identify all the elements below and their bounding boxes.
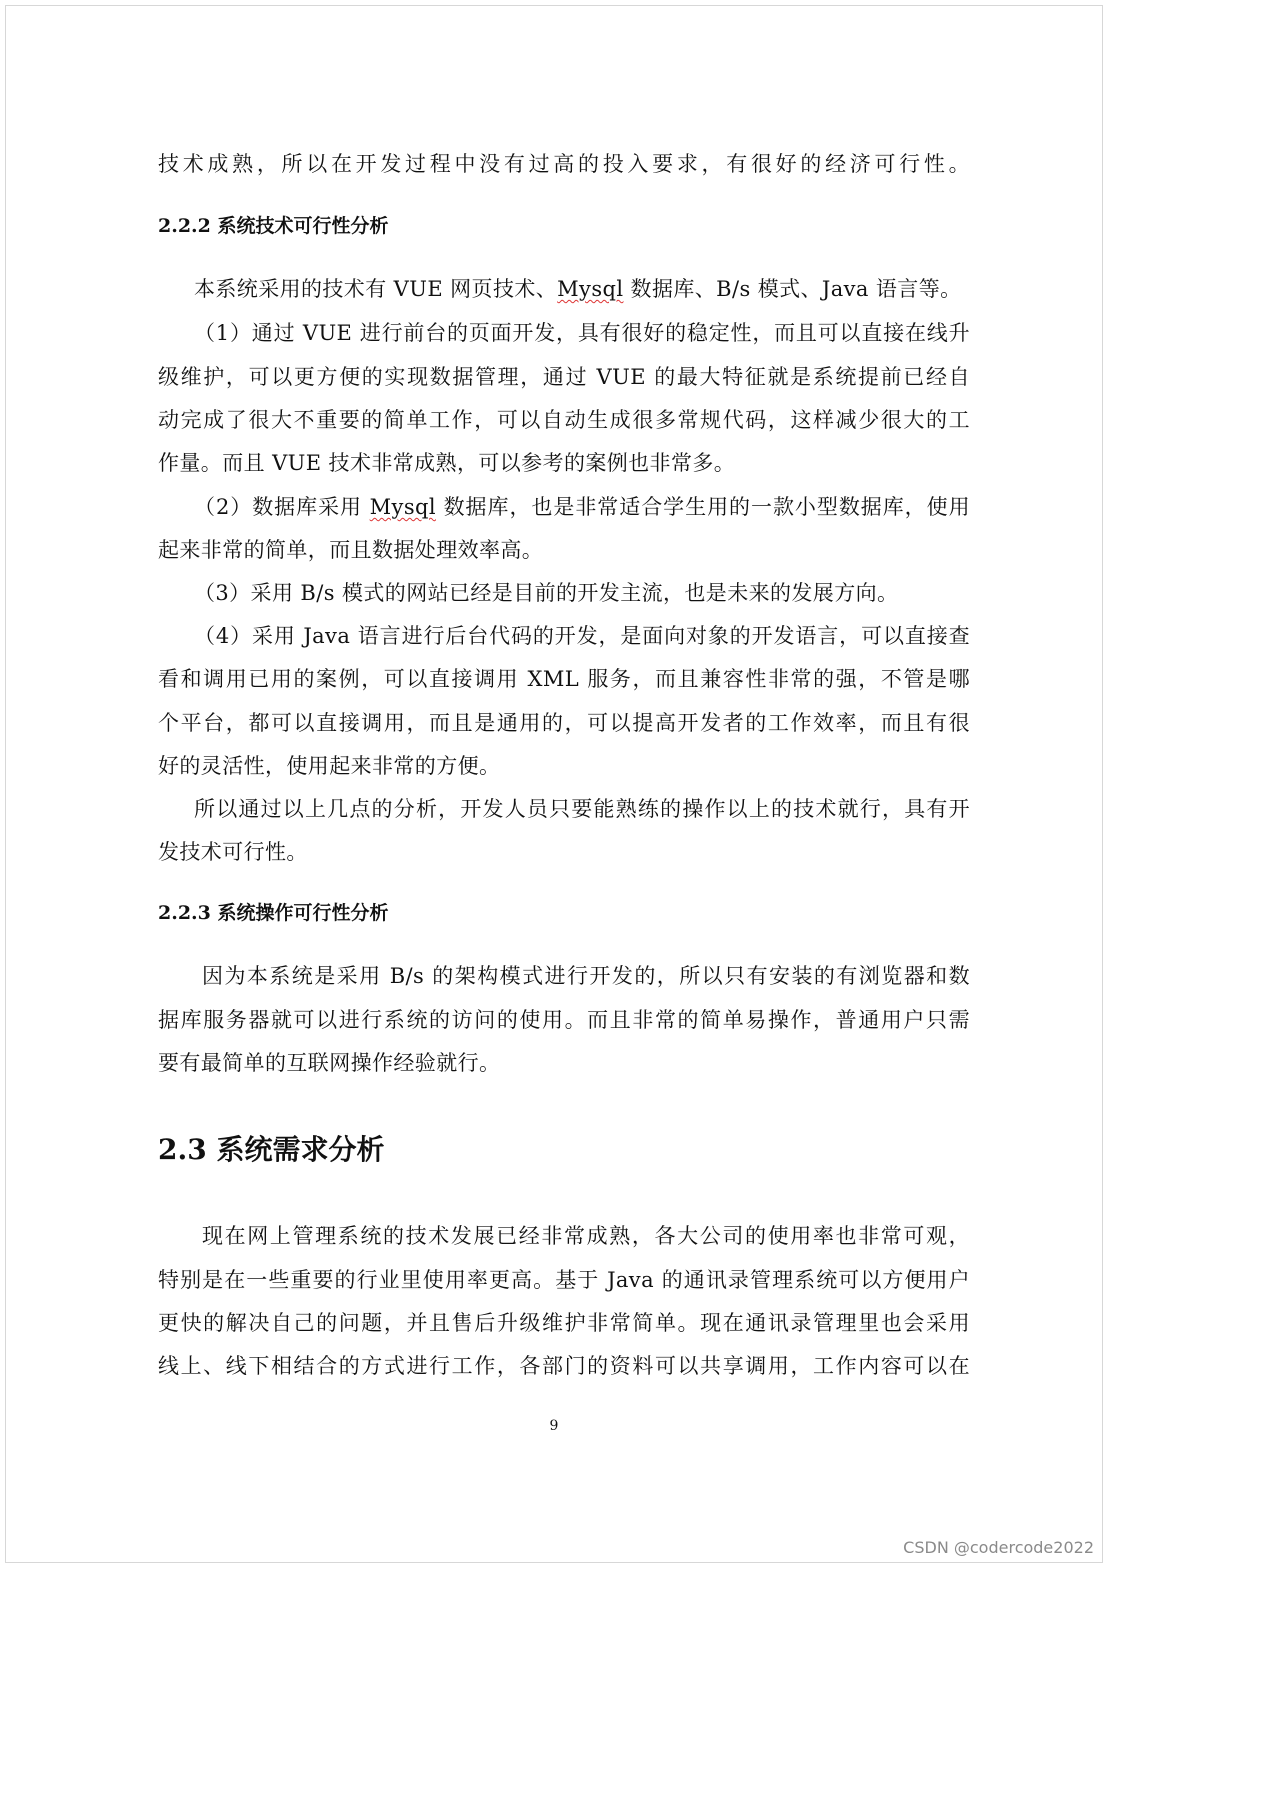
point-2-prefix: （2）数据库采用 <box>194 495 370 519</box>
point-1-line-4: 作量。而且 VUE 技术非常成熟，可以参考的案例也非常多。 <box>158 451 736 475</box>
operation-line-1: 因为本系统是采用 B/s 的架构模式进行开发的，所以只有安装的有浏览器和数 <box>202 964 970 988</box>
section-heading-2-2-3: 2.2.3 系统操作可行性分析 <box>158 902 389 924</box>
point-2-suffix: 数据库，也是非常适合学生用的一款小型数据库，使用 <box>435 495 970 519</box>
point-2-line-1 <box>158 493 970 521</box>
point-1-line-2: 级维护，可以更方便的实现数据管理，通过 VUE 的最大特征就是系统提前已经自 <box>158 365 970 389</box>
requirements-line-4: 线上、线下相结合的方式进行工作，各部门的资料可以共享调用，工作内容可以在 <box>158 1354 970 1378</box>
point-1-line-1: （1）通过 VUE 进行前台的页面开发，具有很好的稳定性，而且可以直接在线升 <box>194 321 970 345</box>
mysql-spellcheck-term: Mysql <box>369 495 436 519</box>
page-number: 9 <box>549 1418 559 1434</box>
point-4-line-1: （4）采用 Java 语言进行后台代码的开发，是面向对象的开发语言，可以直接查 <box>194 624 970 648</box>
operation-line-2: 据库服务器就可以进行系统的访问的使用。而且非常的简单易操作，普通用户只需 <box>158 1008 970 1032</box>
point-4-line-3: 个平台，都可以直接调用，而且是通用的，可以提高开发者的工作效率，而且有很 <box>158 711 970 735</box>
conclusion-line-1: 所以通过以上几点的分析，开发人员只要能熟练的操作以上的技术就行，具有开 <box>194 797 970 821</box>
overview-suffix: 数据库、B/s 模式、Java 语言等。 <box>623 277 962 301</box>
paragraph-intro: 技术成熟，所以在开发过程中没有过高的投入要求，有很好的经济可行性。 <box>158 152 970 176</box>
point-2-line-2: 起来非常的简单，而且数据处理效率高。 <box>158 538 544 562</box>
operation-line-3: 要有最简单的互联网操作经验就行。 <box>158 1051 501 1075</box>
point-4-line-2: 看和调用已用的案例，可以直接调用 XML 服务，而且兼容性非常的强，不管是哪 <box>158 667 970 691</box>
requirements-line-2: 特别是在一些重要的行业里使用率更高。基于 Java 的通讯录管理系统可以方便用户 <box>158 1268 970 1292</box>
point-3-line-1: （3）采用 B/s 模式的网站已经是目前的开发主流，也是未来的发展方向。 <box>194 581 899 605</box>
requirements-line-3: 更快的解决自己的问题，并且售后升级维护非常简单。现在通讯录管理里也会采用 <box>158 1311 970 1335</box>
point-4-line-4: 好的灵活性，使用起来非常的方便。 <box>158 754 501 778</box>
mysql-spellcheck-term: Mysql <box>557 277 624 301</box>
csdn-watermark: CSDN @codercode2022 <box>903 1538 1094 1557</box>
section-heading-2-3: 2.3 系统需求分析 <box>158 1133 385 1166</box>
requirements-line-1: 现在网上管理系统的技术发展已经非常成熟，各大公司的使用率也非常可观， <box>202 1224 970 1248</box>
section-heading-2-2-2: 2.2.2 系统技术可行性分析 <box>158 215 389 237</box>
point-1-line-3: 动完成了很大不重要的简单工作，可以自动生成很多常规代码，这样减少很大的工 <box>158 408 970 432</box>
paragraph-technology-overview <box>158 275 970 303</box>
overview-prefix: 本系统采用的技术有 VUE 网页技术、 <box>194 277 558 301</box>
conclusion-line-2: 发技术可行性。 <box>158 840 308 864</box>
